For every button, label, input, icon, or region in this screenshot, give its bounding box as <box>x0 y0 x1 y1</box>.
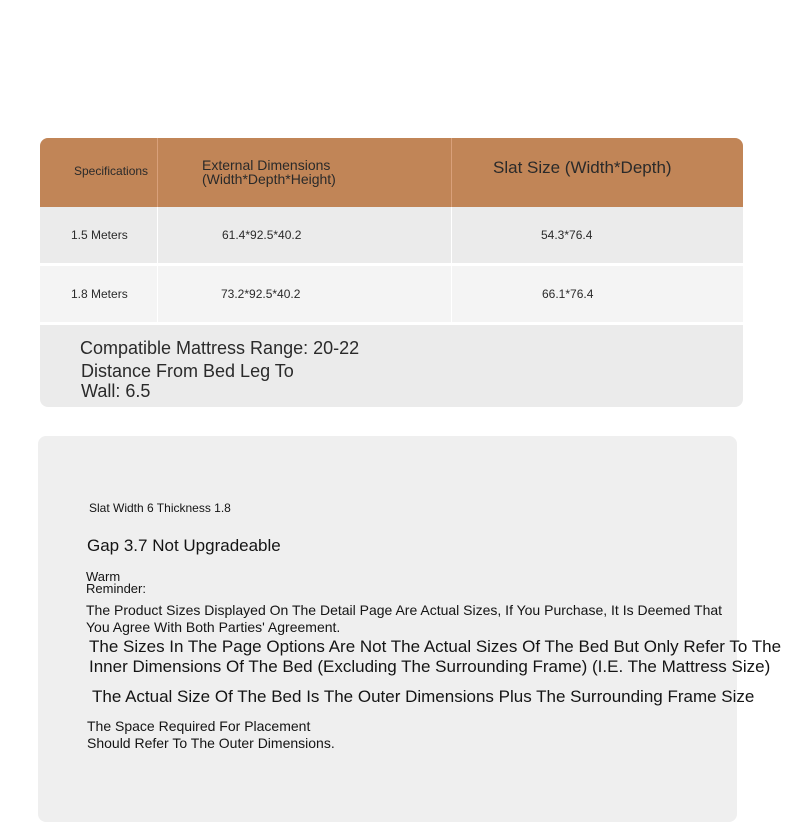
gap-text: Gap 3.7 Not Upgradeable <box>87 536 281 555</box>
bed-leg-distance-line1: Distance From Bed Leg To <box>81 361 294 381</box>
info-panel <box>38 436 782 822</box>
row-spec: 1.8 Meters <box>71 287 128 301</box>
header-slat-size: Slat Size (Width*Depth) <box>493 158 672 177</box>
warm-reminder-line2: Reminder: <box>86 581 146 596</box>
table-row <box>40 266 743 322</box>
product-sizes-line2: You Agree With Both Parties' Agreement. <box>86 619 341 635</box>
space-required-line2: Should Refer To The Outer Dimensions. <box>87 735 335 751</box>
row-external: 61.4*92.5*40.2 <box>222 228 302 242</box>
header-cell-external-dimensions <box>157 138 452 207</box>
row-divider <box>40 322 743 325</box>
row-slat: 54.3*76.4 <box>541 228 593 242</box>
page-options-line1: The Sizes In The Page Options Are Not The Actual Sizes Of The Bed But Only Refer To The <box>89 637 782 656</box>
space-required-line1: The Space Required For Placement <box>87 718 311 734</box>
header-external-dimensions <box>202 158 422 186</box>
bed-leg-distance <box>81 361 341 401</box>
warm-reminder-label <box>86 571 146 595</box>
header-cell-specifications <box>40 138 156 207</box>
space-required-note <box>87 718 335 752</box>
page-options-note <box>89 637 781 677</box>
product-sizes-note <box>86 602 722 636</box>
header-cell-slat-size <box>451 138 743 207</box>
page-options-line2: Inner Dimensions Of The Bed (Excluding The Surrounding Frame) (I.E. The Mattress Size) <box>89 657 771 676</box>
row-slat: 66.1*76.4 <box>542 287 594 301</box>
row-spec: 1.5 Meters <box>71 228 128 242</box>
warm-reminder-line1: Warm <box>86 569 121 584</box>
bed-leg-distance-line2: Wall: 6.5 <box>81 381 151 401</box>
header-specifications: Specifications <box>74 164 149 178</box>
product-sizes-line1: The Product Sizes Displayed On The Detail Page Are Actual Sizes, If You Purchase, It Is Deemed That <box>86 602 723 618</box>
actual-size-note: The Actual Size Of The Bed Is The Outer Dimensions Plus The Surrounding Frame Size <box>92 687 755 706</box>
spec-table-header <box>40 138 743 207</box>
spec-table <box>40 138 743 407</box>
slat-width-text: Slat Width 6 Thickness 1.8 <box>89 501 231 515</box>
table-row <box>40 207 743 263</box>
header-external-dimensions-line2: (Width*Depth*Height) <box>202 171 336 187</box>
mattress-range: Compatible Mattress Range: 20-22 <box>80 338 360 358</box>
row-external: 73.2*92.5*40.2 <box>221 287 301 301</box>
header-external-dimensions-line1: External Dimensions <box>202 157 331 173</box>
